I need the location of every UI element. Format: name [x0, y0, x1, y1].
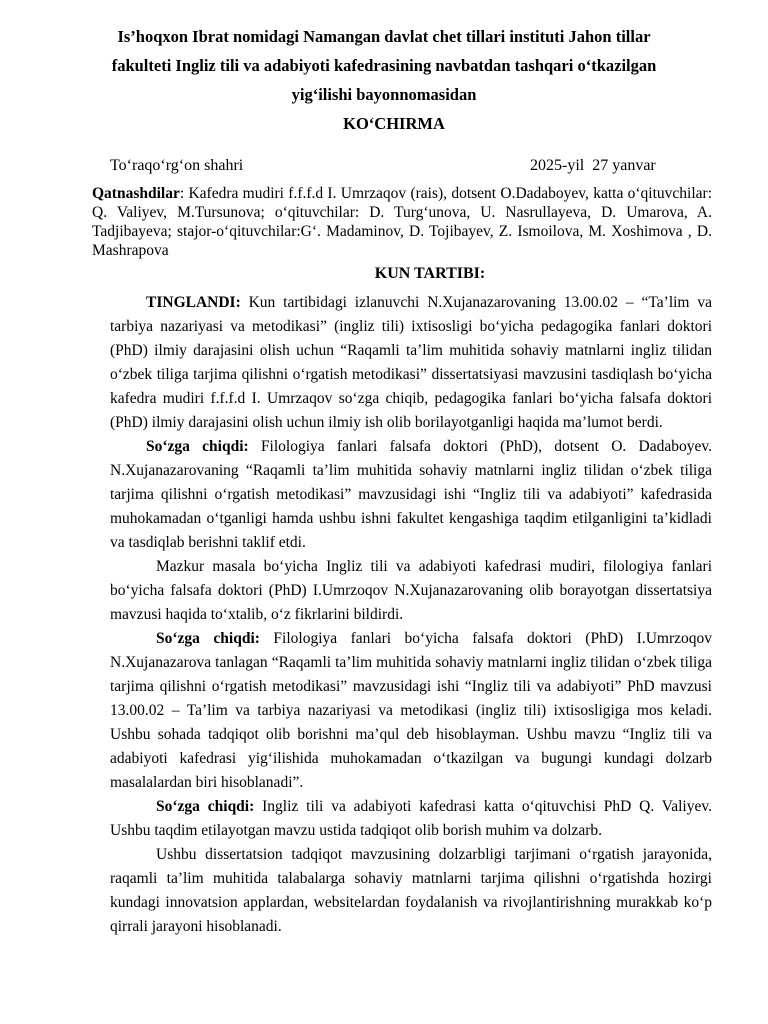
- paragraph-label: So‘zga chiqdi:: [156, 798, 255, 815]
- title-line: fakulteti Ingliz tili va adabiyoti kafedrasining navbatdan tashqari o‘tkazilgan: [111, 56, 657, 75]
- document-title: [40, 22, 728, 109]
- paragraph-text: Mazkur masala bo‘yicha Ingliz tili va adabiyoti kafedrasi mudiri, filologiya fanlari bo‘yicha falsafa doktori (PhD) I.Umrzoqov N.Xujanazarovaning olib borayotgan dissertatsiya mavzusi haqida to‘xtalib, o‘z fikrlarini bildirdi.: [110, 558, 712, 623]
- paragraph-text: Filologiya fanlari bo‘yicha falsafa doktori (PhD) I.Umrzoqov N.Xujanazarova tanlagan “Raqamli ta’lim muhitida sohaviy matnlarni ingliz tilidan o‘zbek tiliga tarjima qilishni o‘rgatish metodikasi” mavzusidagi ishi “Ingliz tili va adabiyoti” PhD mavzusi 13.00.02 – Ta’lim va tarbiya nazariyasi va metodikasi (ingliz tili) ixtisosligiga mos keladi. Ushbu sohada tadqiqot olib borishni ma’qul deb hisoblayman. Ushbu mavzu “Ingliz tili va adabiyoti kafedrasi yig‘ilishida muhokamadan o‘tkazilgan va bugungi kundagi dolzarb masalalardan biri hisoblanadi”.: [110, 630, 712, 791]
- paragraph-label: So‘zga chiqdi:: [156, 630, 260, 647]
- paragraph-text: Filologiya fanlari falsafa doktori (PhD), dotsent O. Dadaboyev. N.Xujanazarovaning “Raqamli ta’lim muhitida sohaviy matnlarni ingliz tilidan o‘zbek tiliga tarjima qilishni o‘rgatish metodikasi” mavzusidagi ishi “Ingliz tili va adabiyoti” kafedrasida muhokamadan o‘tganligi hamda ushbu ishni fakultet kengashiga taqdim etilganligini ta’kidladi va tasdiqlab berishni taklif etdi.: [110, 438, 712, 551]
- paragraph-speaker-valiyev: [110, 795, 712, 843]
- attendees-paragraph: [92, 184, 712, 260]
- meeting-date: 2025-yil 27 yanvar: [530, 157, 656, 174]
- paragraph-label: TINGLANDI:: [146, 294, 241, 311]
- agenda-heading: KUN TARTIBI:: [374, 265, 486, 282]
- title-line: Is’hoqxon Ibrat nomidagi Namangan davlat chet tillari instituti Jahon tillar: [117, 27, 651, 46]
- paragraph-text: Ushbu dissertatsion tadqiqot mavzusining dolzarbligi tarjimani o‘rgatish jarayonida, raqamli ta’lim muhitida talabalarga sohaviy matnlarni tarjima qilishni o‘rgatishda hozirgi kundagi innovatsion applardan, websitelardan foydalanish va rivojlantirishning murakkab ko‘p qirrali jarayoni hisoblanadi.: [110, 846, 712, 935]
- meeting-place: To‘raqo‘rg‘on shahri: [110, 157, 244, 174]
- paragraph-head-remarks: [110, 555, 712, 627]
- title-line: yig‘ilishi bayonnomasidan: [291, 85, 477, 104]
- paragraph-text: Ingliz tili va adabiyoti kafedrasi katta o‘qituvchisi PhD Q. Valiyev. Ushbu taqdim etilayotgan mavzu ustida tadqiqot olib borish muhim va dolzarb.: [110, 798, 712, 839]
- attendees-text: : Kafedra mudiri f.f.f.d I. Umrzaqov (rais), dotsent O.Dadaboyev, katta o‘qituvchilar: Q. Valiyev, M.Tursunova; o‘qituvchilar: D. Turg‘unova, U. Nasrullayeva, D. Umarova, A. Tadjibayeva; stajor-o‘qituvchilar:G‘. Madaminov, D. Tojibayev, Z. Ismoilova, M. Xoshimova , D. Mashrapova: [92, 185, 712, 259]
- paragraph-label: So‘zga chiqdi:: [146, 438, 249, 455]
- paragraph-speaker-dadaboyev: [110, 435, 712, 555]
- paragraph-tinglandi: [110, 291, 712, 435]
- paragraph-text: Kun tartibidagi izlanuvchi N.Xujanazarovaning 13.00.02 – “Ta’lim va tarbiya nazariyasi va metodikasi” (ingliz tili) ixtisosligi bo‘yicha pedagogika fanlari doktori (PhD) ilmiy darajasini olish uchun “Raqamli ta’lim muhitida sohaviy matnlarni ingliz tilidan o‘zbek tiliga tarjima qilishni o‘rgatish metodikasi” dissertatsiyasi mavzusini tasdiqlash bo‘yicha kafedra mudiri f.f.f.d I. Umrzaqov so‘zga chiqib, pedagogika fanlari bo‘yicha falsafa doktori (PhD) ilmiy darajasini olish uchun ilmiy ish olib borilayotganligi haqida ma’lumot berdi.: [110, 294, 712, 431]
- paragraph-speaker-umrzoqov: [110, 627, 712, 795]
- document-type-heading: KO‘CHIRMA: [343, 114, 445, 133]
- attendees-label: Qatnashdilar: [92, 185, 180, 202]
- minutes-body: [110, 291, 712, 939]
- paragraph-relevance: [110, 843, 712, 939]
